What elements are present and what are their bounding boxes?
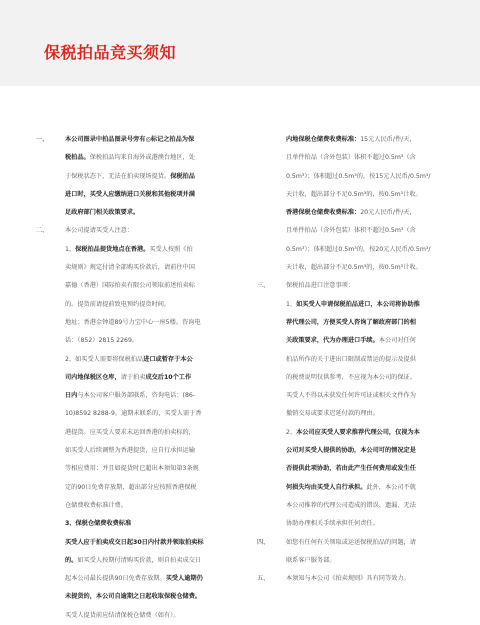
body-text: 港提货。应买受人要求未运回香港的拍卖标的， — [65, 428, 195, 436]
text-line — [36, 460, 241, 478]
body-text: 如您有任何有关领取或运送保税拍品的问题，请 — [286, 538, 416, 546]
text-line — [36, 387, 241, 405]
text-line — [257, 241, 467, 259]
text-line — [36, 405, 241, 423]
text-line — [257, 405, 467, 423]
bold-text: 进口或暂存于本公 — [143, 355, 193, 363]
page-title: 保税拍品竞买须知 — [44, 43, 177, 62]
text-line — [257, 552, 467, 570]
body-text: 卖规则》规定付清全部购买价款后，请前往中国 — [65, 264, 195, 272]
text-line — [257, 479, 467, 497]
bold-text: 标记之拍品为保 — [150, 136, 195, 143]
section-number: 四、 — [257, 538, 270, 546]
body-text: 如买受人按期付清购买价款，则自拍卖成交日 — [77, 556, 202, 564]
body-text: 买受人提货前应结清保税仓储费（如有）。 — [65, 611, 180, 619]
text-line — [257, 168, 467, 186]
bold-text: 司内地保税区仓库， — [65, 373, 121, 381]
section-number: 五、 — [257, 575, 270, 583]
text-line — [36, 515, 241, 533]
bold-text: 未提货的，本公司自逾期之日起收取保税仓储费。 — [65, 593, 202, 601]
body-text: 2、如买受人需要将保税拍品 — [65, 355, 144, 363]
body-text: 如买受人后续调整为香港提货，应自行承担运输 — [65, 447, 195, 455]
body-text: 本公司提请买受人注意： — [65, 227, 134, 235]
text-line — [36, 570, 241, 588]
body-text: 本公司推荐的代理公司造成的错误、遗漏、无法 — [286, 501, 416, 509]
text-line — [257, 369, 467, 387]
body-text: 撤销交易或要求迟延付款的理由。 — [286, 410, 379, 418]
bold-text: 进口时，买受人应缴纳进口关税和其他税项并满 — [65, 190, 195, 198]
text-line — [36, 424, 241, 442]
text-line — [257, 387, 467, 405]
text-line — [36, 131, 241, 149]
body-text: 买受人按照《拍 — [149, 245, 193, 253]
bold-text: 何损失均由买受人自行承担。 — [286, 483, 367, 491]
bold-text: 如买受人申请保税拍品进口，本公司将协助推 — [296, 300, 420, 308]
bold-text: 买受人逾期仍 — [165, 575, 203, 583]
text-line — [36, 351, 241, 369]
text-line — [36, 186, 241, 204]
text-line — [36, 222, 241, 240]
text-line — [257, 351, 467, 369]
body-text: 于保税状态下，无法在拍卖现场提货。 — [65, 172, 171, 180]
text-line — [36, 277, 241, 295]
text-line — [36, 332, 241, 350]
text-line — [36, 296, 241, 314]
text-line — [257, 515, 467, 533]
text-line — [257, 204, 467, 222]
text-line — [257, 277, 467, 295]
body-text: 联系客户服务部。 — [286, 556, 336, 564]
text-line — [36, 552, 241, 570]
body-text: 定的90日免费存放期，超出部分应按照香港保税 — [65, 483, 197, 491]
body-text: 且单件拍品（含外包装）体积不超过0.5m³（含 — [286, 227, 416, 235]
bold-text: 的。 — [65, 556, 78, 564]
body-text: 此外，本公司不就 — [366, 483, 416, 491]
bold-text: 成交后10个工作 — [145, 373, 192, 381]
body-text: 0.5m³）；体积超过0.5m³的，按15元人民币/0.5m³/ — [286, 172, 431, 180]
bold-text: 香港保税仓储费收费标准： — [286, 209, 361, 217]
bold-text: 关政策要求，代为办理进口手续。 — [286, 337, 379, 345]
text-line — [36, 479, 241, 497]
bold-text: 保税拍品 — [170, 172, 195, 180]
body-text: 天计收，超出部分不足0.5m³的，按0.5m³计收。 — [286, 264, 422, 272]
text-line — [257, 442, 467, 460]
body-text: 与本公司客户服务部联系，咨询电话：(86- — [77, 392, 196, 400]
text-line — [36, 369, 241, 387]
text-line — [257, 149, 467, 167]
bold-text: 买受人应于拍卖成交日起30日内付款并领取拍卖标 — [65, 538, 204, 546]
section-number: 二、 — [36, 227, 49, 235]
body-text: 且单件拍品（含外包装）体积不超过0.5m³（含 — [286, 154, 416, 162]
body-text: 0.5m³）；体积超过0.5m³的，按20元人民币/0.5m³/ — [286, 245, 431, 253]
bold-text: 足政府部门相关政策要求。 — [65, 209, 140, 217]
text-line — [36, 204, 241, 222]
text-line — [36, 314, 241, 332]
text-line — [36, 534, 241, 552]
bold-text: 税拍品。 — [65, 154, 90, 162]
body-text: 地址：香港金钟道89号力宝中心一座5楼。咨询电 — [65, 318, 201, 326]
text-line — [36, 588, 241, 606]
bold-text: 内地保税仓储费收费标准： — [286, 136, 361, 143]
text-line — [257, 497, 467, 515]
bold-text: 本公司应买受人要求推荐代理公司，仅视为本 — [296, 428, 420, 436]
text-line — [257, 424, 467, 442]
bold-text: 否提供此项协助，若由此产生任何费用或发生任 — [286, 465, 416, 473]
body-text: 拍品所作的关于进出口限制或禁运的提示及提供 — [286, 355, 416, 363]
body-text: 2、 — [286, 428, 297, 436]
body-text: 天计收，超出部分不足0.5m³的，按0.5m³计收。 — [286, 190, 422, 198]
body-text: 起本公司最长提供90日免费存放期。 — [65, 575, 166, 583]
body-text: 等相应费用；并且如提货时已超出本须知第3条规 — [65, 465, 199, 473]
body-text: 15元人民币/件/天， — [360, 136, 416, 143]
text-line — [257, 259, 467, 277]
bold-text: 3、保税仓储费收费标准 — [65, 520, 132, 528]
right-column — [257, 131, 467, 588]
body-text: 本须知与本公司《拍卖规则》具有同等效力。 — [286, 575, 410, 583]
text-line — [257, 296, 467, 314]
body-text: 1、 — [286, 300, 297, 308]
text-line — [36, 607, 241, 625]
section-number: 三、 — [257, 282, 270, 290]
text-line — [257, 460, 467, 478]
bold-text: 保税拍品提货地点在香港。 — [75, 245, 150, 253]
section-number: 一、 — [36, 136, 49, 143]
body-text: 嘉德（香港）国际拍卖有限公司领取前述拍卖标 — [65, 282, 195, 290]
body-text: 1、 — [65, 245, 76, 253]
text-line — [257, 222, 467, 240]
body-text: 本公司对任何 — [378, 337, 416, 345]
body-text: 20元人民币/件/天， — [360, 209, 416, 217]
body-text: 的。提货前请提前致电预约提货时间。 — [65, 300, 171, 308]
text-line — [36, 259, 241, 277]
bold-text: 公司对买受人提供的协助，本公司可的情况定是 — [286, 447, 416, 455]
left-column — [36, 131, 241, 625]
text-line — [257, 314, 467, 332]
text-line — [36, 442, 241, 460]
text-line — [36, 497, 241, 515]
text-line — [36, 241, 241, 259]
text-line — [257, 332, 467, 350]
text-line — [257, 131, 467, 149]
bold-text: 荐代理公司，方便买受人咨询了解政府部门的相 — [286, 318, 416, 326]
text-line — [257, 534, 467, 552]
body-text: 请于拍卖 — [120, 373, 146, 381]
body-text: 仓储费收费标准计费。 — [65, 501, 127, 509]
bold-text: 日内 — [65, 392, 78, 400]
bold-text: 本公司图录中拍品图录号旁有 — [65, 136, 146, 143]
body-text: 协助办理相关手续承担任何责任。 — [286, 520, 379, 528]
body-text: 保税拍品均来自海外或港澳台地区，处 — [89, 154, 195, 162]
body-text: 的税费说明仅供参考，不应视为本公司的保证。 — [286, 373, 416, 381]
text-line — [36, 149, 241, 167]
text-line — [257, 186, 467, 204]
body-text: 买受人不得以未获发任何许可证或相关文件作为 — [286, 392, 416, 400]
body-text: 保税拍品进口注意事项： — [286, 282, 355, 290]
body-text: 10)8592 8288-9。逾期未联系的，买受人需于香 — [65, 410, 202, 418]
bold-text: ◎ — [145, 136, 151, 143]
body-text: 话：（852）2815 2269。 — [65, 337, 139, 345]
text-line — [257, 570, 467, 588]
text-line — [36, 168, 241, 186]
